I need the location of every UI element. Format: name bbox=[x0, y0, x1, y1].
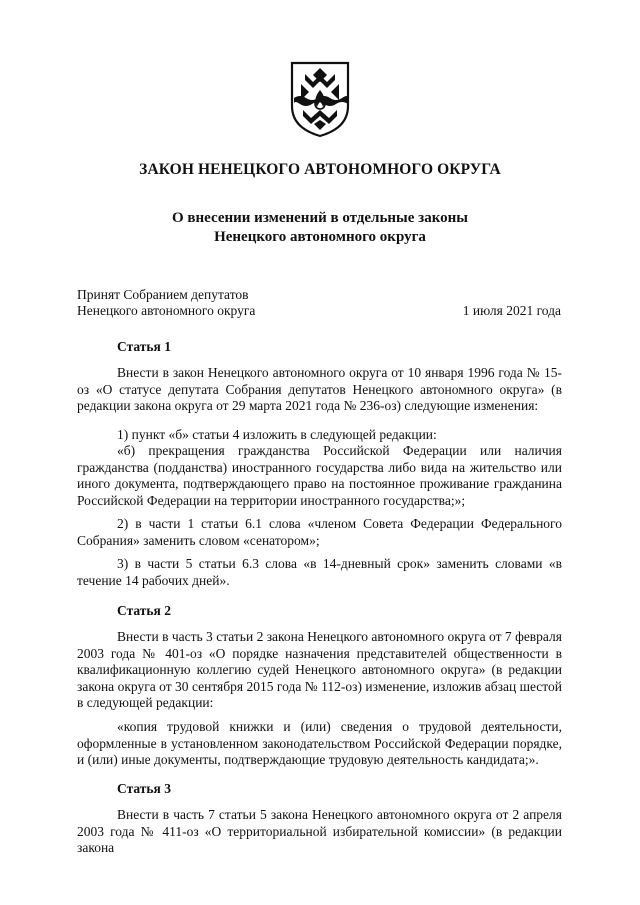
adoption-line-2: Ненецкого автономного округа bbox=[77, 303, 256, 318]
article-3-paragraph-1: Внести в часть 7 статьи 5 закона Ненецкого автономного округа от 2 апреля 2003 года № 411-оз «О территориальной избирательной комиссии» (в редакции закона bbox=[77, 807, 562, 856]
article-1-paragraph-4: 2) в части 1 статьи 6.1 слова «членом Совета Федерации Федерального Собрания» заменить словом «сенатором»; bbox=[77, 516, 562, 548]
article-1-heading: Статья 1 bbox=[117, 339, 171, 354]
article-1-paragraph-3: «б) прекращения гражданства Российской Федерации или наличия гражданства (подданства) иностранного государства либо вида на жительство или иного документа, подтверждающего право на постоянное проживание гражданина Российской Федерации на территории иностранного государства;»; bbox=[77, 443, 562, 508]
article-1-paragraph-5: 3) в части 5 статьи 6.3 слова «в 14-дневный срок» заменить словами «в течение 14 рабочих дней». bbox=[77, 556, 562, 588]
article-2-paragraph-2: «копия трудовой книжки и (или) сведения о трудовой деятельности, оформленные в установленном законодательством Российской Федерации порядке, и (или) иные документы, подтверждающие трудовую деятельность кандидата;». bbox=[77, 719, 562, 768]
subtitle-line-1: О внесении изменений в отдельные законы bbox=[172, 210, 468, 226]
subtitle-line-2: Ненецкого автономного округа bbox=[214, 229, 426, 245]
article-2-heading: Статья 2 bbox=[117, 603, 171, 618]
article-1-paragraph-2: 1) пункт «б» статьи 4 изложить в следующей редакции: bbox=[117, 427, 437, 442]
article-2-paragraph-1: Внести в часть 3 статьи 2 закона Ненецкого автономного округа от 7 февраля 2003 года № 401-оз «О порядке назначения представителей общественности в квалификационную коллегию судей Ненецкого автономного округа» (в редакции закона округа от 30 сентября 2015 года № 112-оз) изменение, изложив абзац шестой в следующей редакции: bbox=[77, 629, 562, 711]
adoption-block bbox=[77, 287, 255, 319]
document-title: ЗАКОН НЕНЕЦКОГО АВТОНОМНОГО ОКРУГА bbox=[139, 161, 501, 178]
document-subtitle bbox=[0, 209, 640, 247]
article-3-heading: Статья 3 bbox=[117, 781, 171, 796]
adoption-date: 1 июля 2021 года bbox=[462, 303, 561, 318]
adoption-line-1: Принят Собранием депутатов bbox=[77, 287, 249, 302]
article-1-paragraph-1: Внести в закон Ненецкого автономного округа от 10 января 1996 года № 15-оз «О статусе депутата Собрания депутатов Ненецкого автономного округа» (в редакции закона округа от 29 марта 2021 года № 236-оз) следующие изменения: bbox=[77, 365, 562, 414]
coat-of-arms-emblem bbox=[289, 60, 351, 138]
